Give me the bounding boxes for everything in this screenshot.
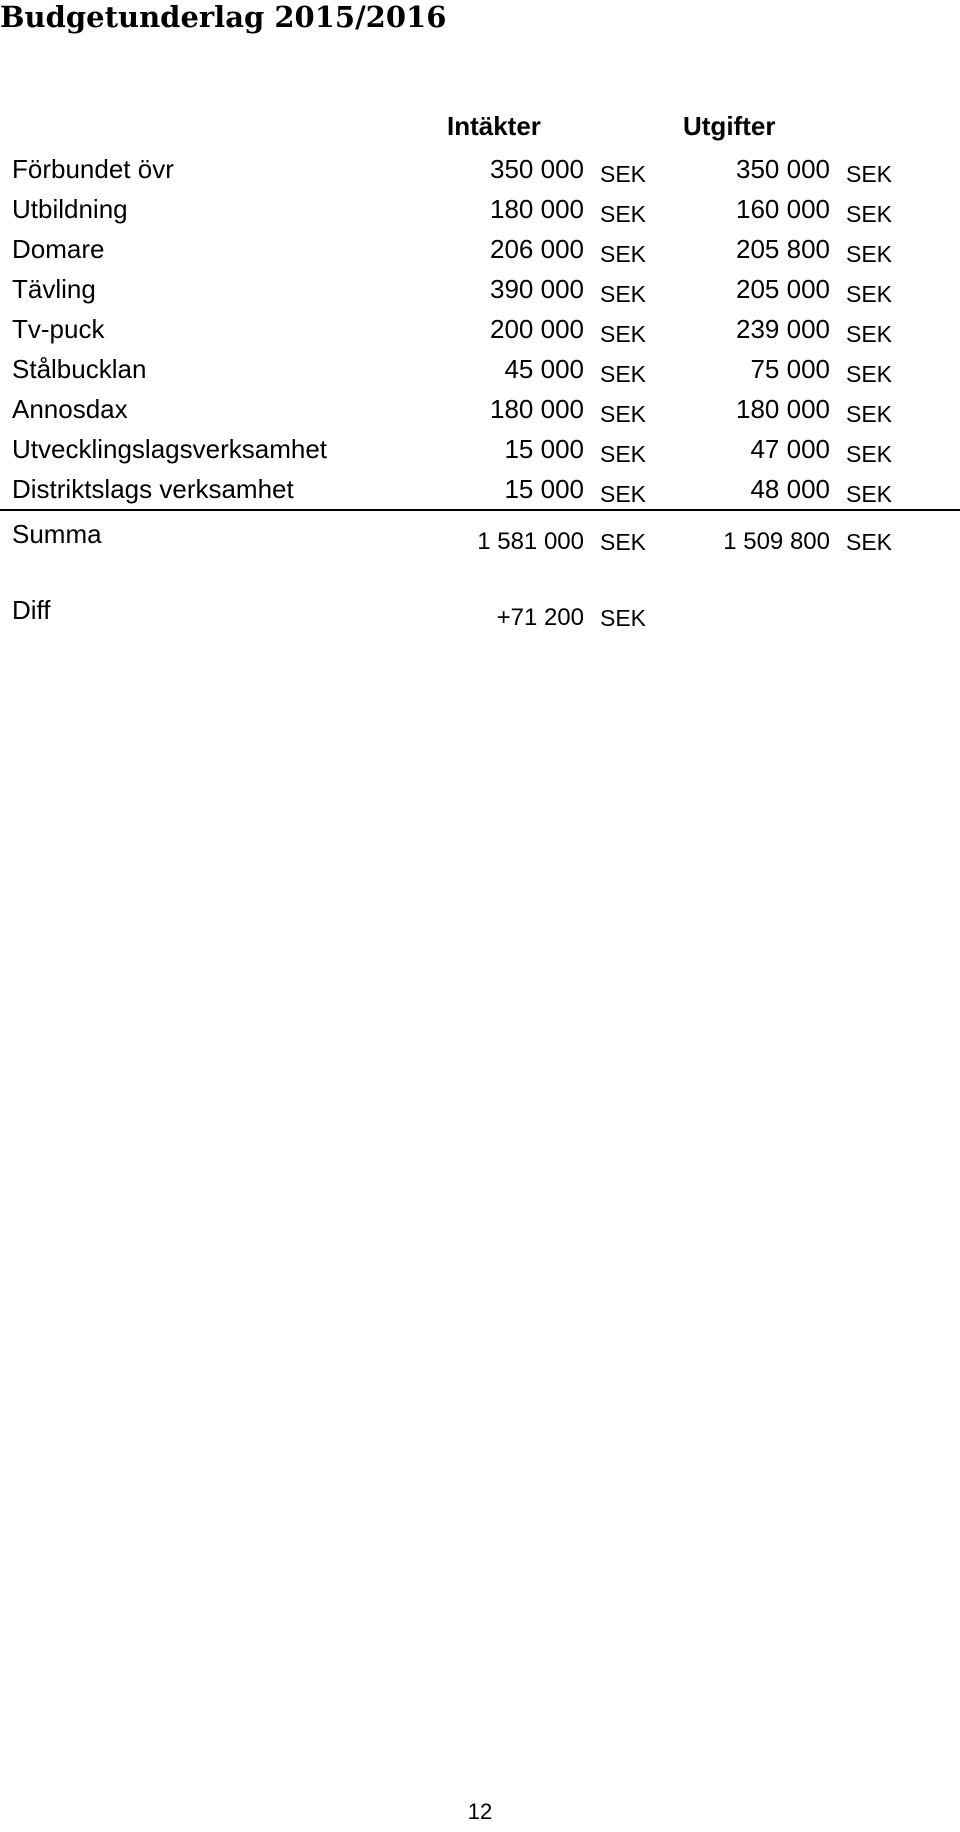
table-row bbox=[0, 429, 960, 469]
total-label: Summa bbox=[12, 519, 102, 549]
expense-currency: SEK bbox=[846, 481, 893, 507]
row-label: Förbundet övr bbox=[12, 154, 174, 184]
diff-currency: SEK bbox=[600, 605, 647, 631]
income-amount: 206 000 bbox=[490, 234, 584, 264]
income-currency: SEK bbox=[600, 161, 647, 187]
income-currency: SEK bbox=[600, 281, 647, 307]
column-header-income: Intäkter bbox=[447, 111, 541, 141]
page-number: 12 bbox=[467, 1799, 493, 1824]
diff-row bbox=[0, 594, 960, 638]
income-amount: 350 000 bbox=[490, 154, 584, 184]
row-label: Tävling bbox=[12, 274, 96, 304]
budget-table bbox=[0, 149, 960, 509]
expense-currency: SEK bbox=[846, 241, 893, 267]
row-label: Utvecklingslagsverksamhet bbox=[12, 434, 328, 464]
income-amount: 15 000 bbox=[504, 434, 584, 464]
income-amount: 390 000 bbox=[490, 274, 584, 304]
total-income-amount: 1 581 000 bbox=[477, 528, 584, 555]
income-amount: 180 000 bbox=[490, 194, 584, 224]
expense-currency: SEK bbox=[846, 361, 893, 387]
row-label: Domare bbox=[12, 234, 105, 264]
expense-amount: 205 000 bbox=[736, 274, 830, 304]
page-title: Budgetunderlag 2015/2016 bbox=[0, 0, 447, 34]
income-currency: SEK bbox=[600, 441, 647, 467]
income-currency: SEK bbox=[600, 401, 647, 427]
total-income-currency: SEK bbox=[600, 529, 647, 555]
expense-amount: 350 000 bbox=[736, 154, 830, 184]
total-expense-amount: 1 509 800 bbox=[723, 528, 830, 555]
row-label: Annosdax bbox=[12, 394, 128, 424]
total-divider bbox=[0, 509, 960, 511]
expense-currency: SEK bbox=[846, 201, 893, 227]
diff-amount: +71 200 bbox=[496, 604, 584, 631]
expense-amount: 75 000 bbox=[750, 354, 830, 384]
row-label: Distriktslags verksamhet bbox=[12, 474, 294, 504]
expense-amount: 180 000 bbox=[736, 394, 830, 424]
expense-amount: 48 000 bbox=[750, 474, 830, 504]
income-currency: SEK bbox=[600, 321, 647, 347]
income-currency: SEK bbox=[600, 201, 647, 227]
total-row bbox=[0, 518, 960, 562]
income-currency: SEK bbox=[600, 361, 647, 387]
table-row bbox=[0, 309, 960, 349]
income-currency: SEK bbox=[600, 481, 647, 507]
row-label: Utbildning bbox=[12, 194, 128, 224]
expense-currency: SEK bbox=[846, 441, 893, 467]
diff-label: Diff bbox=[12, 595, 51, 625]
income-amount: 45 000 bbox=[504, 354, 584, 384]
table-row bbox=[0, 189, 960, 229]
income-currency: SEK bbox=[600, 241, 647, 267]
row-label: Stålbucklan bbox=[12, 354, 147, 384]
table-row bbox=[0, 349, 960, 389]
total-expense-currency: SEK bbox=[846, 529, 893, 555]
table-row bbox=[0, 149, 960, 189]
expense-amount: 205 800 bbox=[736, 234, 830, 264]
expense-amount: 160 000 bbox=[736, 194, 830, 224]
income-amount: 15 000 bbox=[504, 474, 584, 504]
table-row bbox=[0, 389, 960, 429]
table-row bbox=[0, 469, 960, 509]
expense-currency: SEK bbox=[846, 161, 893, 187]
income-amount: 200 000 bbox=[490, 314, 584, 344]
expense-currency: SEK bbox=[846, 401, 893, 427]
row-label: Tv-puck bbox=[12, 314, 105, 344]
column-header-expense: Utgifter bbox=[683, 111, 776, 141]
expense-currency: SEK bbox=[846, 281, 893, 307]
income-amount: 180 000 bbox=[490, 394, 584, 424]
expense-currency: SEK bbox=[846, 321, 893, 347]
table-row bbox=[0, 269, 960, 309]
expense-amount: 239 000 bbox=[736, 314, 830, 344]
table-row bbox=[0, 229, 960, 269]
expense-amount: 47 000 bbox=[750, 434, 830, 464]
